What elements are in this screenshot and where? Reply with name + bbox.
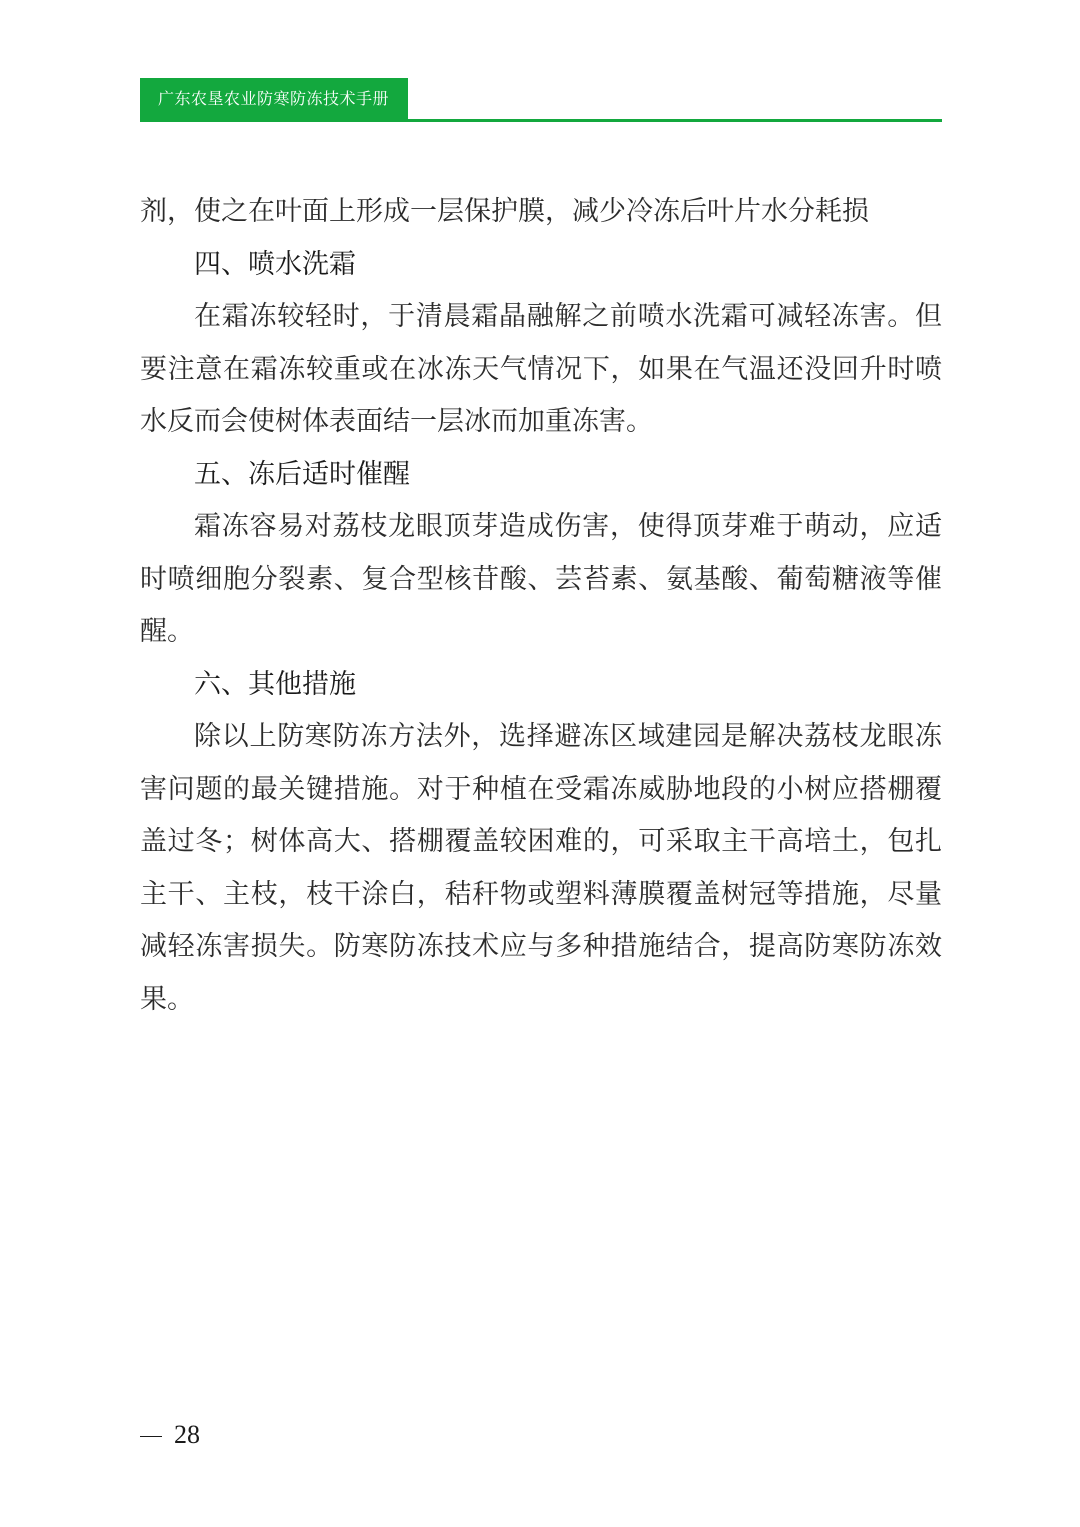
section-paragraph-4: 在霜冻较轻时，于清晨霜晶融解之前喷水洗霜可减轻冻害。但要注意在霜冻较重或在冰冻天气情况下，如果在气温还没回升时喷水反而会使树体表面结一层冰而加重冻害。 [140, 301, 942, 437]
continuation-paragraph: 剂，使之在叶面上形成一层保护膜，减少冷冻后叶片水分耗损 [140, 196, 869, 227]
section-heading-4: 四、喷水洗霜 [194, 248, 356, 280]
header-title-tab [140, 78, 408, 120]
page-body [140, 186, 942, 1026]
footer-dash [140, 1436, 162, 1437]
header-title: 广东农垦农业防寒防冻技术手册 [158, 89, 390, 108]
page-number: 28 [174, 1420, 200, 1449]
section-paragraph-6: 除以上防寒防冻方法外，选择避冻区域建园是解决荔枝龙眼冻害问题的最关键措施。对于种植在受霜冻威胁地段的小树应搭棚覆盖过冬；树体高大、搭棚覆盖较困难的，可采取主干高培土，包扎主干、主枝，枝干涂白，秸秆物或塑料薄膜覆盖树冠等措施，尽量减轻冻害损失。防寒防冻技术应与多种措施结合，提高防寒防冻效果。 [140, 721, 942, 1015]
section-heading-6: 六、其他措施 [194, 668, 356, 700]
header-divider [140, 119, 942, 122]
section-paragraph-5: 霜冻容易对荔枝龙眼顶芽造成伤害，使得顶芽难于萌动，应适时喷细胞分裂素、复合型核苷酸、芸苔素、氨基酸、葡萄糖液等催醒。 [140, 511, 942, 647]
page-footer [140, 1418, 200, 1452]
section-heading-5: 五、冻后适时催醒 [194, 458, 410, 490]
